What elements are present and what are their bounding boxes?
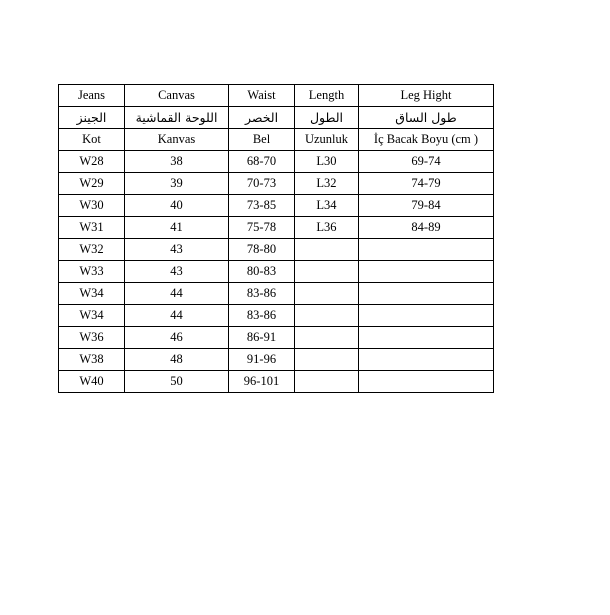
cell-empty	[359, 371, 494, 393]
table-row	[59, 239, 494, 261]
header-length-tr: Uzunluk	[295, 129, 359, 151]
cell-jeans: W30	[59, 195, 125, 217]
cell-jeans: W29	[59, 173, 125, 195]
cell-canvas: 50	[125, 371, 229, 393]
cell-jeans: W36	[59, 327, 125, 349]
cell-length: L30	[295, 151, 359, 173]
cell-empty	[295, 283, 359, 305]
cell-empty	[359, 239, 494, 261]
cell-empty	[359, 283, 494, 305]
cell-waist: 83-86	[229, 283, 295, 305]
cell-leg: 84-89	[359, 217, 494, 239]
cell-jeans: W33	[59, 261, 125, 283]
cell-canvas: 41	[125, 217, 229, 239]
table-row	[59, 217, 494, 239]
cell-jeans: W28	[59, 151, 125, 173]
header-waist-ar: الخصر	[229, 107, 295, 129]
header-leg-tr: İç Bacak Boyu (cm )	[359, 129, 494, 151]
cell-jeans: W38	[59, 349, 125, 371]
cell-empty	[295, 239, 359, 261]
header-canvas-tr: Kanvas	[125, 129, 229, 151]
cell-leg: 79-84	[359, 195, 494, 217]
cell-empty	[295, 261, 359, 283]
table-row	[59, 349, 494, 371]
cell-jeans: W32	[59, 239, 125, 261]
cell-waist: 68-70	[229, 151, 295, 173]
cell-waist: 86-91	[229, 327, 295, 349]
cell-jeans: W34	[59, 283, 125, 305]
cell-canvas: 40	[125, 195, 229, 217]
cell-empty	[295, 349, 359, 371]
header-leg-ar: طول الساق	[359, 107, 494, 129]
cell-waist: 83-86	[229, 305, 295, 327]
size-chart-sheet	[58, 84, 494, 393]
table-row	[59, 261, 494, 283]
header-canvas-ar: اللوحة القماشية	[125, 107, 229, 129]
header-row-english	[59, 85, 494, 107]
cell-length: L34	[295, 195, 359, 217]
header-row-arabic	[59, 107, 494, 129]
cell-canvas: 38	[125, 151, 229, 173]
cell-canvas: 39	[125, 173, 229, 195]
cell-canvas: 43	[125, 239, 229, 261]
cell-waist: 78-80	[229, 239, 295, 261]
table-row	[59, 173, 494, 195]
cell-jeans: W34	[59, 305, 125, 327]
cell-length: L36	[295, 217, 359, 239]
cell-canvas: 44	[125, 305, 229, 327]
cell-waist: 91-96	[229, 349, 295, 371]
cell-waist: 75-78	[229, 217, 295, 239]
table-row	[59, 195, 494, 217]
header-jeans-tr: Kot	[59, 129, 125, 151]
cell-canvas: 44	[125, 283, 229, 305]
table-row	[59, 371, 494, 393]
header-leg-en: Leg Hight	[359, 85, 494, 107]
table-row	[59, 327, 494, 349]
header-length-ar: الطول	[295, 107, 359, 129]
cell-jeans: W40	[59, 371, 125, 393]
table-row	[59, 283, 494, 305]
cell-empty	[295, 305, 359, 327]
cell-waist: 73-85	[229, 195, 295, 217]
cell-canvas: 46	[125, 327, 229, 349]
cell-jeans: W31	[59, 217, 125, 239]
cell-leg: 69-74	[359, 151, 494, 173]
table-row	[59, 305, 494, 327]
size-chart-table	[58, 84, 494, 393]
cell-canvas: 43	[125, 261, 229, 283]
header-jeans-en: Jeans	[59, 85, 125, 107]
cell-leg: 74-79	[359, 173, 494, 195]
header-jeans-ar: الجينز	[59, 107, 125, 129]
cell-canvas: 48	[125, 349, 229, 371]
cell-empty	[359, 261, 494, 283]
header-waist-tr: Bel	[229, 129, 295, 151]
cell-waist: 70-73	[229, 173, 295, 195]
cell-waist: 96-101	[229, 371, 295, 393]
header-length-en: Length	[295, 85, 359, 107]
cell-empty	[295, 327, 359, 349]
table-row	[59, 151, 494, 173]
cell-empty	[359, 327, 494, 349]
cell-waist: 80-83	[229, 261, 295, 283]
cell-empty	[359, 349, 494, 371]
header-waist-en: Waist	[229, 85, 295, 107]
header-row-turkish	[59, 129, 494, 151]
cell-length: L32	[295, 173, 359, 195]
header-canvas-en: Canvas	[125, 85, 229, 107]
cell-empty	[359, 305, 494, 327]
cell-empty	[295, 371, 359, 393]
